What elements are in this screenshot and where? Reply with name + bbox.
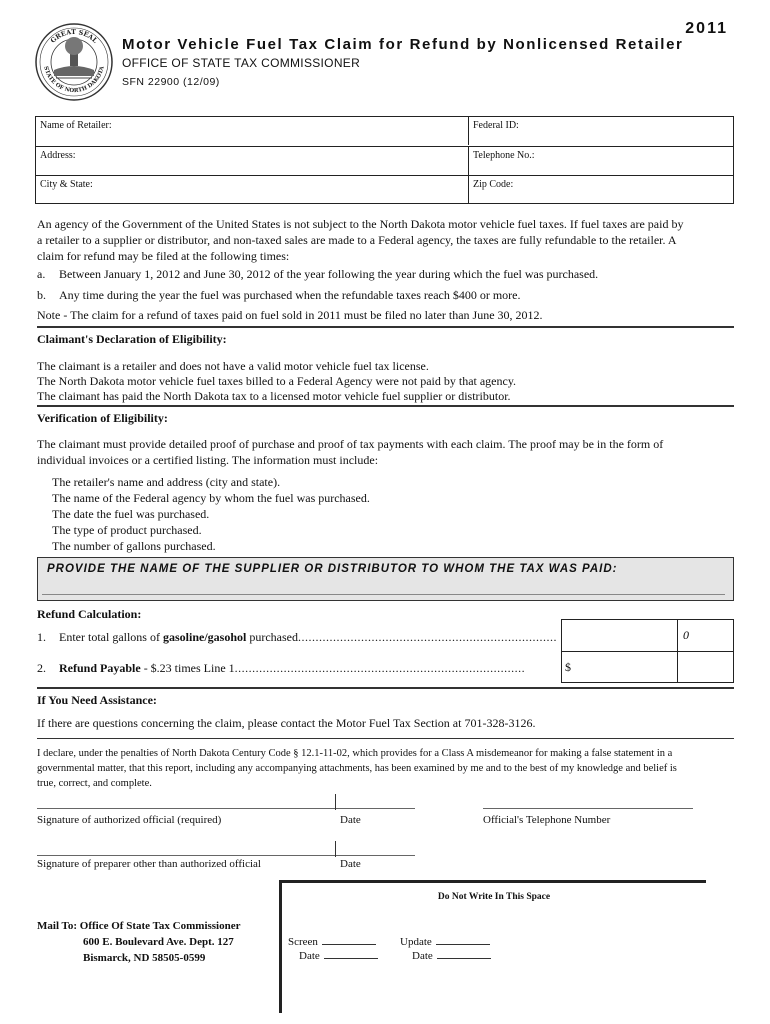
section-divider [37, 405, 734, 407]
form-year: 2011 [685, 20, 728, 37]
retailer-name-field[interactable]: Name of Retailer: [40, 120, 112, 131]
filing-note: Note - The claim for a refund of taxes paid on fuel sold in 2011 must be filed no later than June 30, 2012. [37, 308, 543, 322]
assistance-text: If there are questions concerning the claim, please contact the Motor Fuel Tax Section at 701-328-3126. [37, 716, 536, 730]
intro-line: a retailer to a supplier or distributor, and non-taxed sales are made to a Federal agency, the taxes are fully refundable to the retailer. A [37, 233, 677, 247]
list-item: The name of the Federal agency by whom the fuel was purchased. [52, 491, 370, 505]
section-divider [37, 687, 734, 689]
section-divider [37, 738, 734, 739]
mail-to-line: Bismarck, ND 58505-0599 [83, 952, 206, 964]
svg-text:GREAT SEAL: GREAT SEAL [48, 27, 100, 45]
form-title: Motor Vehicle Fuel Tax Claim for Refund by Nonlicensed Retailer [122, 36, 684, 53]
retailer-info-table [35, 116, 734, 204]
intro-line: claim for refund may be filed at the following times: [37, 249, 290, 263]
supplier-label: PROVIDE THE NAME OF THE SUPPLIER OR DISTRIBUTOR TO WHOM THE TAX WAS PAID: [47, 563, 618, 575]
declaration-line: governmental matter, that this report, including any accompanying attachments, has been examined by me and to the best of my knowledge and belief is [37, 763, 677, 774]
preparer-date-label: Date [340, 858, 361, 870]
preparer-signature-line[interactable] [37, 855, 415, 856]
verification-line: The claimant must provide detailed proof of purchase and proof of tax payments with each claim. The proof may be in the form of [37, 437, 664, 451]
signature-date-separator [335, 794, 336, 810]
info-row [36, 146, 733, 175]
signature-date-separator [335, 841, 336, 857]
section-divider [37, 326, 734, 328]
list-item: The retailer's name and address (city and state). [52, 475, 281, 489]
eligibility-heading: Claimant's Declaration of Eligibility: [37, 332, 227, 346]
cents-divider [677, 620, 678, 682]
supplier-name-field[interactable] [37, 557, 734, 601]
preparer-signature-label: Signature of preparer other than authorized official [37, 858, 261, 870]
zip-code-field[interactable]: Zip Code: [468, 176, 733, 204]
filing-time-a: a. Between January 1, 2012 and June 30, 2012 of the year following the year during which the fuel was purchased. [37, 267, 599, 281]
address-field[interactable]: Address: [40, 150, 76, 161]
office-use-box [279, 880, 706, 1013]
office-name: OFFICE OF STATE TAX COMMISSIONER [122, 56, 361, 70]
screen-field: Screen [288, 935, 376, 948]
refund-payable-input[interactable] [562, 651, 733, 683]
list-item: The type of product purchased. [52, 523, 202, 537]
gallons-unit-mark: 0 [683, 628, 689, 642]
official-phone-line[interactable] [483, 808, 693, 809]
mail-to-line: 600 E. Boulevard Ave. Dept. 127 [83, 936, 234, 948]
update-date-field: Date [412, 949, 491, 962]
official-phone-label: Official's Telephone Number [483, 814, 611, 826]
verification-line: individual invoices or a certified listing. The information must include: [37, 453, 379, 467]
refund-heading: Refund Calculation: [37, 607, 142, 621]
telephone-field[interactable]: Telephone No.: [468, 147, 733, 175]
official-date-label: Date [340, 814, 361, 826]
declaration-line: true, correct, and complete. [37, 778, 152, 789]
north-dakota-state-seal [34, 22, 114, 102]
svg-text:STATE OF NORTH DAKOTA: STATE OF NORTH DAKOTA [42, 65, 106, 95]
official-signature-line[interactable] [37, 808, 415, 809]
eligibility-line: The claimant is a retailer and does not have a valid motor vehicle fuel tax license. [37, 359, 429, 373]
eligibility-line: The North Dakota motor vehicle fuel taxes billed to a Federal Agency were not paid by that agency. [37, 374, 517, 388]
mail-to-label: Mail To: [37, 920, 78, 932]
mail-to-line: Office Of State Tax Commissioner [79, 920, 241, 932]
verification-heading: Verification of Eligibility: [37, 411, 168, 425]
federal-id-field[interactable]: Federal ID: [468, 117, 733, 145]
city-state-field[interactable]: City & State: [40, 179, 93, 190]
gallons-input[interactable] [562, 620, 733, 651]
eligibility-line: The claimant has paid the North Dakota tax to a licensed motor vehicle fuel supplier or distributor. [37, 389, 511, 403]
refund-line-2: 2. Refund Payable - $.23 times Line 1................................................................................... [37, 661, 526, 675]
currency-sign: $ [565, 660, 571, 674]
office-use-title: Do Not Write In This Space [437, 892, 551, 902]
filing-time-b: b. Any time during the year the fuel was purchased when the refundable taxes reach $400 or more. [37, 288, 521, 302]
refund-amount-table [561, 619, 734, 683]
update-field: Update [400, 935, 490, 948]
intro-line: An agency of the Government of the United States is not subject to the North Dakota motor vehicle fuel taxes. If fuel taxes are paid by [37, 217, 684, 231]
screen-date-field: Date [299, 949, 378, 962]
mailing-address [37, 918, 241, 966]
official-signature-label: Signature of authorized official (required) [37, 814, 222, 826]
list-item: The date the fuel was purchased. [52, 507, 210, 521]
form-number: SFN 22900 (12/09) [122, 76, 220, 88]
refund-line-1: 1. Enter total gallons of gasoline/gasohol purchased.......................................................................... [37, 630, 557, 644]
supplier-input-line [42, 594, 725, 595]
assistance-heading: If You Need Assistance: [37, 693, 157, 707]
info-row [36, 117, 733, 145]
list-item: The number of gallons purchased. [52, 539, 216, 553]
info-row [36, 175, 733, 204]
declaration-line: I declare, under the penalties of North Dakota Century Code § 12.1-11-02, which provides for a Class A misdemeanor for making a false statement in a [37, 748, 673, 759]
